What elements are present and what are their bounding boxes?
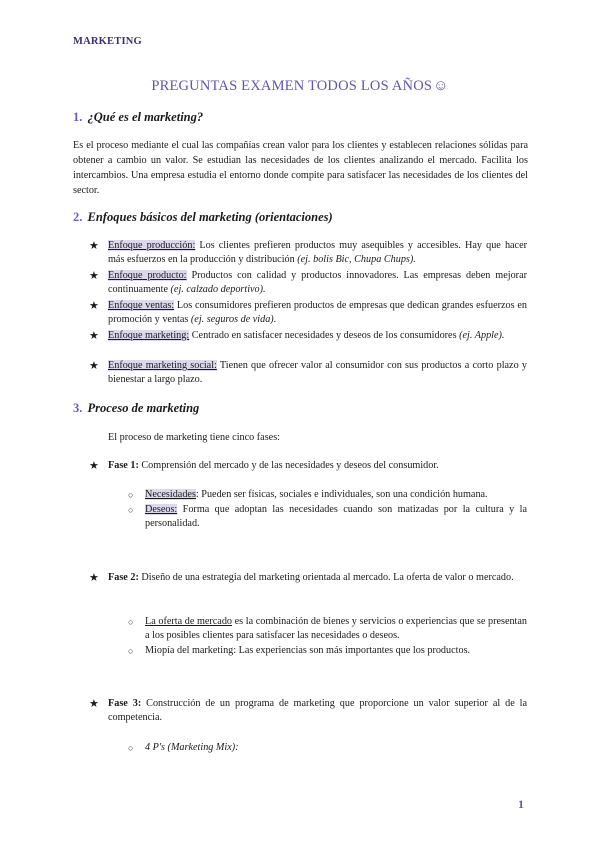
section-title: Proceso de marketing <box>87 401 200 415</box>
star-bullet-icon: ★ <box>89 270 99 282</box>
fase-2 <box>108 571 527 585</box>
section-number: 2. <box>73 210 83 224</box>
sub-item-label: Deseos: <box>145 504 178 515</box>
sub-list-item <box>145 741 527 755</box>
circle-bullet-icon: ○ <box>128 617 134 627</box>
page-number: 1 <box>518 797 524 811</box>
sub-item-label: Necesidades <box>145 489 196 500</box>
sub-item-text: es la combinación de bienes y servicios o experiencias que se presentan a los posibles clientes para satisfacer las necesidades o deseos. <box>145 616 528 641</box>
list-item <box>108 359 527 387</box>
sub-list-item <box>145 503 527 531</box>
fase-text: Diseño de una estrategia del marketing orientada al mercado. La oferta de valor o mercado. <box>138 572 514 583</box>
item-label: Enfoque producción: <box>108 240 196 251</box>
fase-label: Fase 1: <box>108 460 139 471</box>
item-label: Enfoque ventas: <box>108 300 175 311</box>
running-header: MARKETING <box>73 36 142 47</box>
fase-label: Fase 2: <box>108 572 139 583</box>
list-item <box>108 299 527 327</box>
section-title: ¿Qué es el marketing? <box>87 110 204 124</box>
sub-list-item <box>145 615 527 643</box>
section-title: Enfoques básicos del marketing (orientaciones) <box>87 210 333 224</box>
fase-text: Construcción de un programa de marketing que proporcione un valor superior al de la competencia. <box>108 698 527 723</box>
section-1-paragraph: Es el proceso mediante el cual las compañías crean valor para los clientes y establecen relaciones sólidas para obtener a cambio un valor. Se estudian las necesidades de los clientes analizando el mercado. Facilita los intercambios. Una empresa estudia el entorno donde compite para satisfacer las necesidades de los clientes del sector. <box>73 140 528 196</box>
section-number: 3. <box>73 401 83 415</box>
list-item <box>108 329 527 343</box>
section-1-heading <box>73 110 203 125</box>
list-item <box>108 269 527 297</box>
document-title <box>0 78 600 95</box>
item-example: (ej. bolis Bic, Chupa Chups). <box>297 254 416 265</box>
sub-item-text: Forma que adoptan las necesidades cuando son matizadas por la cultura y la personalidad. <box>145 504 527 529</box>
item-example: (ej. Apple). <box>459 330 505 341</box>
star-bullet-icon: ★ <box>89 572 99 584</box>
item-text: Los clientes prefieren productos muy asequibles y accesibles. Hay que hacer más esfuerzos en la producción y distribución <box>108 240 527 265</box>
item-label: Enfoque marketing social: <box>108 360 217 371</box>
item-example: (ej. seguros de vida). <box>190 314 277 325</box>
star-bullet-icon: ★ <box>89 698 99 710</box>
item-text: Tienen que ofrecer valor al consumidor con sus productos a corto plazo y bienestar a largo plazo. <box>108 360 527 385</box>
sub-item-text: 4 P's (Marketing Mix): <box>145 742 239 753</box>
section-2-heading <box>73 210 333 225</box>
circle-bullet-icon: ○ <box>128 743 134 753</box>
star-bullet-icon: ★ <box>89 460 99 472</box>
fase-text: Comprensión del mercado y de las necesidades y deseos del consumidor. <box>138 460 439 471</box>
star-bullet-icon: ★ <box>89 300 99 312</box>
fase-1 <box>108 459 527 473</box>
item-label: Enfoque marketing: <box>108 330 190 341</box>
circle-bullet-icon: ○ <box>128 490 134 500</box>
title-text: PREGUNTAS EXAMEN TODOS LOS AÑOS <box>151 78 433 94</box>
star-bullet-icon: ★ <box>89 360 99 372</box>
sub-list-item <box>145 644 527 658</box>
sub-item-label: La oferta de mercado <box>145 616 233 627</box>
list-item <box>108 239 527 267</box>
sub-item-text: : Pueden ser físicas, sociales e individuales, son una condición humana. <box>195 489 488 500</box>
fase-3 <box>108 697 527 725</box>
sub-item-text: Miopía del marketing: Las experiencias son más importantes que los productos. <box>145 645 471 656</box>
section-number: 1. <box>73 110 83 124</box>
circle-bullet-icon: ○ <box>128 505 134 515</box>
item-text: Productos con calidad y productos innovadores. Las empresas deben mejorar continuamente <box>108 270 527 295</box>
sub-list-item <box>145 488 527 502</box>
smiley-icon: ☺ <box>433 78 449 94</box>
item-example: (ej. calzado deportivo). <box>170 284 266 295</box>
item-text: Centrado en satisfacer necesidades y deseos de los consumidores <box>189 330 460 341</box>
item-text: Los consumidores prefieren productos de empresas que dedican grandes esfuerzos en promoción y ventas <box>108 300 527 325</box>
section-3-heading <box>73 401 199 416</box>
star-bullet-icon: ★ <box>89 240 99 252</box>
section-3-intro: El proceso de marketing tiene cinco fases: <box>108 432 280 443</box>
fase-label: Fase 3: <box>108 698 142 709</box>
circle-bullet-icon: ○ <box>128 646 134 656</box>
item-label: Enfoque producto: <box>108 270 187 281</box>
star-bullet-icon: ★ <box>89 330 99 342</box>
